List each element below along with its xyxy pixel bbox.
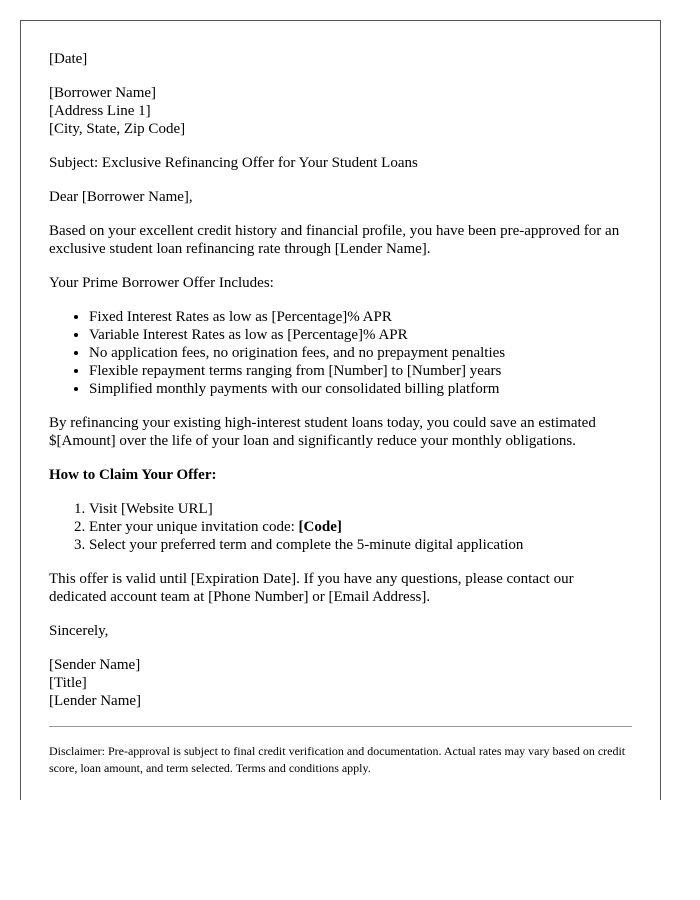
validity-paragraph: This offer is valid until [Expiration Date]. If you have any questions, please contact our dedicated account team at [Phone Number] or [Email Address]. xyxy=(49,571,574,605)
recipient-name: [Borrower Name] xyxy=(49,85,157,101)
letter-date: [Date] xyxy=(49,51,88,67)
sender-lender: [Lender Name] xyxy=(49,693,142,709)
offer-item: • Simplified monthly payments with our consolidated billing platform xyxy=(89,380,632,398)
claim-step-text: Enter your unique invitation code: xyxy=(89,519,299,535)
offer-item: • Variable Interest Rates as low as [Percentage]% APR xyxy=(89,326,632,344)
recipient-address xyxy=(49,84,632,138)
sender-title: [Title] xyxy=(49,675,87,691)
salutation: Dear [Borrower Name], xyxy=(49,189,193,205)
invitation-code: [Code] xyxy=(298,519,342,535)
letter-page xyxy=(20,20,661,800)
offer-item: • No application fees, no origination fees, and no prepayment penalties xyxy=(89,344,632,362)
letter-subject: Subject: Exclusive Refinancing Offer for Your Student Loans xyxy=(49,155,418,171)
savings-paragraph: By refinancing your existing high-interest student loans today, you could save an estimated $[Amount] over the life of your loan and significantly reduce your monthly obligations. xyxy=(49,415,596,449)
disclaimer: Disclaimer: Pre-approval is subject to final credit verification and documentation. Actual rates may vary based on credit score, loan amount, and term selected. Terms and conditions apply. xyxy=(49,744,626,775)
divider xyxy=(49,726,632,727)
claim-step xyxy=(89,518,632,536)
sender-signature-block xyxy=(49,656,632,710)
claim-heading: How to Claim Your Offer: xyxy=(49,467,217,483)
offer-heading: Your Prime Borrower Offer Includes: xyxy=(49,275,274,291)
claim-step: 3. Select your preferred term and complete the 5-minute digital application xyxy=(89,536,632,554)
intro-paragraph: Based on your excellent credit history and financial profile, you have been pre-approved for an exclusive student loan refinancing rate through [Lender Name]. xyxy=(49,223,620,257)
claim-step: 1. Visit [Website URL] xyxy=(89,500,632,518)
offer-item: • Fixed Interest Rates as low as [Percentage]% APR xyxy=(89,308,632,326)
recipient-city-state-zip: [City, State, Zip Code] xyxy=(49,121,186,137)
recipient-address-line-1: [Address Line 1] xyxy=(49,103,151,119)
offer-list xyxy=(49,308,632,398)
offer-item: • Flexible repayment terms ranging from [Number] to [Number] years xyxy=(89,362,632,380)
closing: Sincerely, xyxy=(49,623,109,639)
sender-name: [Sender Name] xyxy=(49,657,141,673)
claim-steps-list xyxy=(49,500,632,554)
